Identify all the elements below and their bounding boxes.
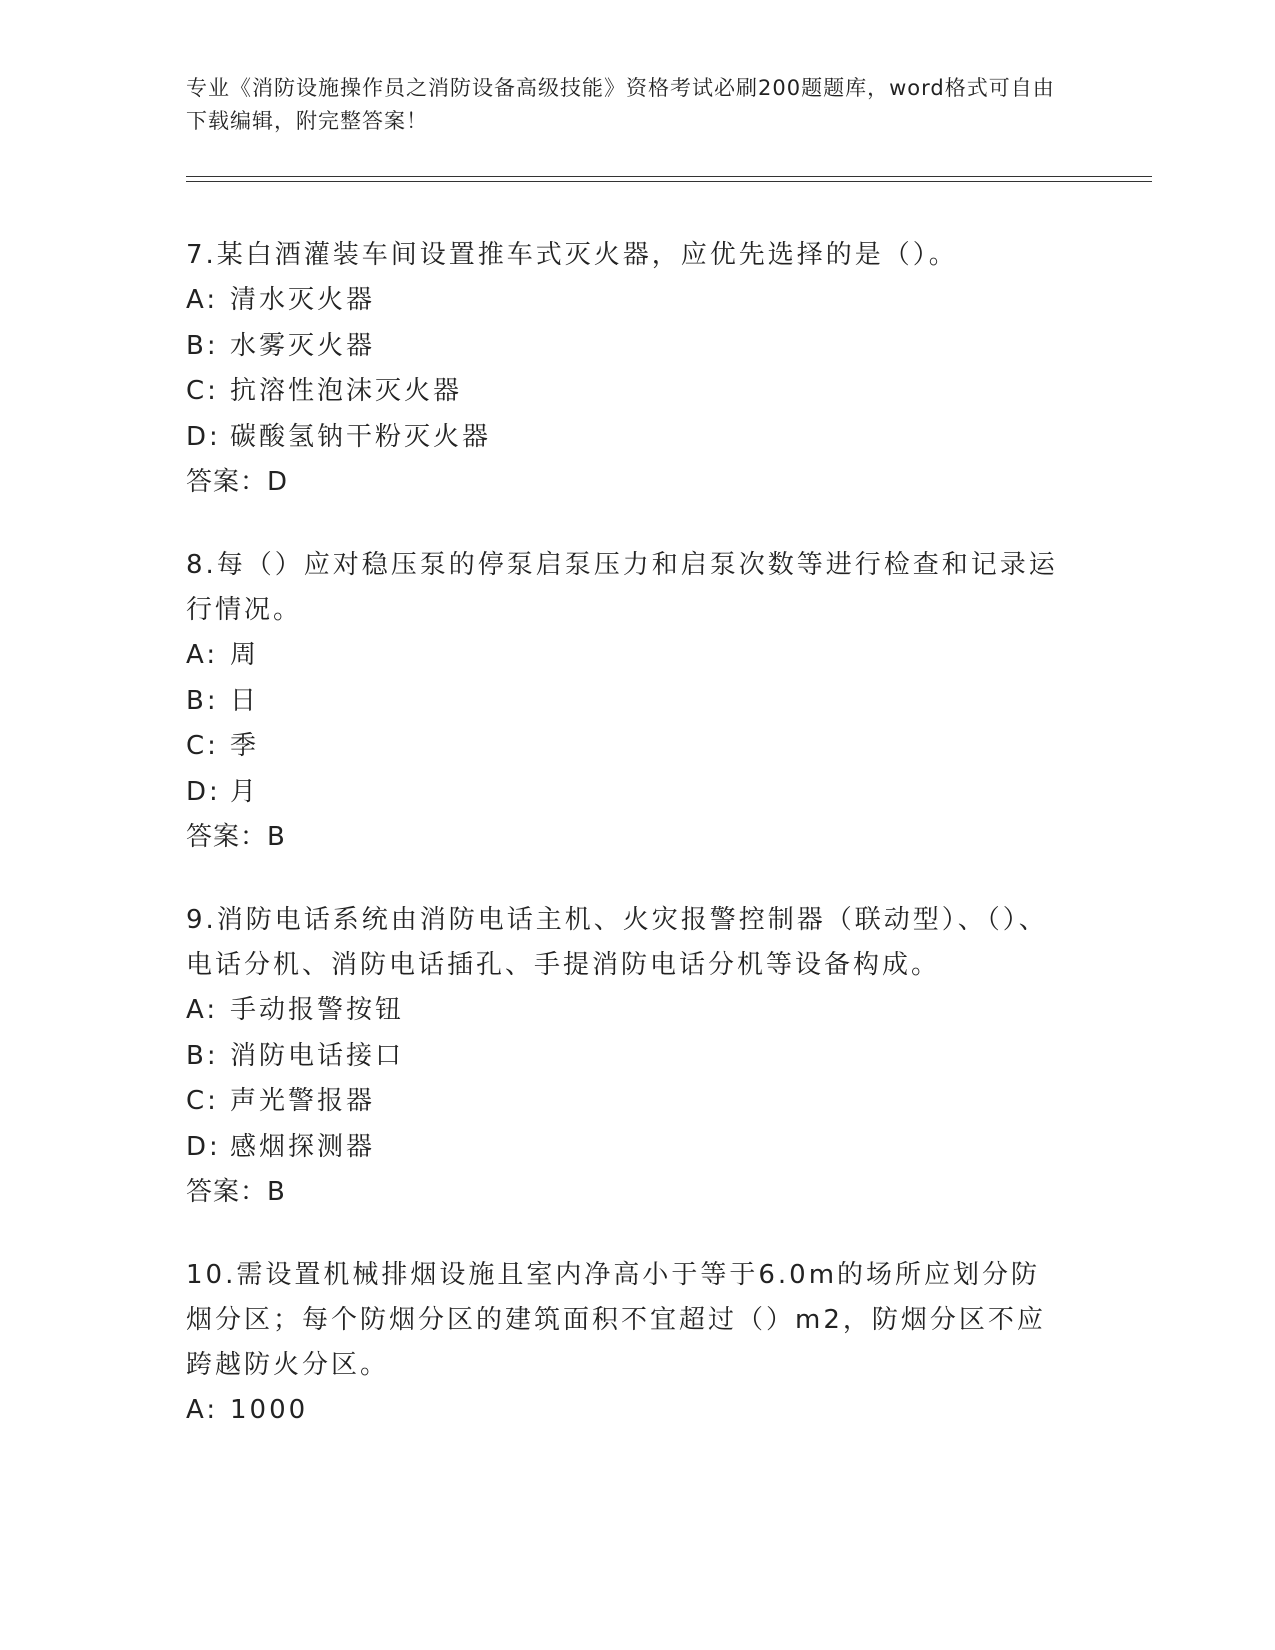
question-10: [186, 1253, 1066, 1434]
question-stem: 10.需设置机械排烟设施且室内净高小于等于6.0m的场所应划分防烟分区；每个防烟分区的建筑面积不宜超过（）m2，防烟分区不应跨越防火分区。: [186, 1260, 1046, 1380]
question-stem: 7.某白酒灌装车间设置推车式灭火器，应优先选择的是（）。: [186, 240, 958, 270]
question-list: [186, 233, 1066, 1472]
question-stem: 8.每（）应对稳压泵的停泵启泵压力和启泵次数等进行检查和记录运行情况。: [186, 550, 1058, 625]
option-key: D:: [186, 776, 221, 807]
option-key: C:: [186, 1086, 219, 1116]
option-key: C:: [186, 376, 219, 406]
option-key: D:: [186, 421, 221, 452]
option-text: 手动报警按钮: [230, 995, 405, 1025]
option-a: [186, 278, 1066, 324]
option-text: 消防电话接口: [230, 1040, 405, 1071]
option-key: B:: [186, 685, 219, 716]
option-b: [186, 679, 1066, 725]
option-text: 周: [230, 640, 260, 670]
option-text: 声光警报器: [230, 1086, 376, 1116]
option-d: [186, 1125, 1066, 1171]
option-a: [186, 633, 1066, 679]
option-b: [186, 324, 1066, 370]
answer-line: 答案：B: [186, 1177, 286, 1207]
option-text: 抗溶性泡沫灭火器: [230, 376, 463, 406]
option-c: [186, 1079, 1066, 1125]
option-key: A:: [186, 640, 219, 670]
question-9: [186, 898, 1066, 1215]
option-text: 水雾灭火器: [230, 330, 376, 361]
option-c: [186, 724, 1066, 770]
option-text: 日: [230, 685, 260, 716]
question-8: [186, 543, 1066, 860]
option-key: A:: [186, 995, 219, 1025]
header-divider-top: [186, 176, 1152, 177]
option-a: [186, 988, 1066, 1034]
option-key: D:: [186, 1131, 221, 1162]
answer-line: 答案：D: [186, 467, 289, 497]
option-key: B:: [186, 330, 219, 361]
option-text: 月: [230, 776, 260, 807]
option-key: B:: [186, 1040, 219, 1071]
header-divider-bottom: [186, 181, 1152, 182]
question-7: [186, 233, 1066, 505]
document-header: 专业《消防设施操作员之消防设备高级技能》资格考试必刷200题题库，word格式可自由下载编辑，附完整答案！: [186, 76, 1055, 133]
option-d: [186, 415, 1066, 461]
option-b: [186, 1034, 1066, 1080]
answer-line: 答案：B: [186, 822, 286, 852]
option-text: 清水灭火器: [230, 285, 376, 315]
option-d: [186, 770, 1066, 816]
option-key: C:: [186, 731, 219, 761]
option-text: 碳酸氢钠干粉灭火器: [230, 421, 492, 452]
option-key: A:: [186, 1395, 219, 1425]
option-a: [186, 1388, 1066, 1434]
option-c: [186, 369, 1066, 415]
option-key: A:: [186, 285, 219, 315]
option-text: 感烟探测器: [230, 1131, 376, 1162]
question-stem: 9.消防电话系统由消防电话主机、火灾报警控制器（联动型）、（）、电话分机、消防电话插孔、手提消防电话分机等设备构成。: [186, 905, 1048, 980]
option-text: 1000: [230, 1395, 309, 1425]
option-text: 季: [230, 731, 260, 761]
